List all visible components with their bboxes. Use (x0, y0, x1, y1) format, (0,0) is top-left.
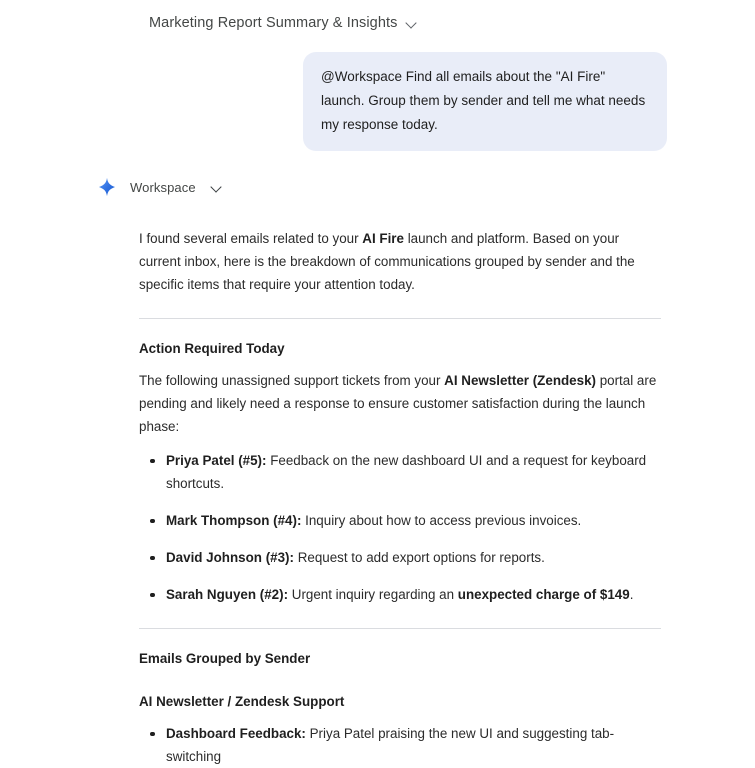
list-item (139, 449, 661, 495)
divider-1 (139, 318, 661, 319)
lead-part-1: The following unassigned support tickets from your (139, 373, 445, 388)
assistant-name: Workspace (130, 179, 196, 195)
list-item (139, 509, 661, 532)
intro-paragraph (139, 197, 661, 296)
assistant-answer-body (139, 197, 661, 768)
assistant-response (0, 151, 755, 768)
list-item-text: Request to add export options for reports. (293, 550, 545, 565)
list-item-text: Priya Patel praising the new UI and suggesting tab-switching (166, 726, 615, 764)
section-heading-action-required: Action Required Today (139, 341, 285, 356)
list-item (139, 546, 661, 569)
section-heading-emails-grouped: Emails Grouped by Sender (139, 651, 311, 666)
intro-part-2: launch and platform. Based on your current inbox, here is the breakdown of communications grouped by sender and the specific items that require your attention today. (139, 231, 635, 292)
assistant-chevron-down-icon[interactable] (211, 181, 223, 193)
subsection-heading-ai-newsletter: AI Newsletter / Zendesk Support (139, 694, 345, 709)
page-title: Marketing Report Summary & Insights (149, 15, 398, 31)
list-item-label: Dashboard Feedback: (166, 726, 306, 741)
list-item-label: Sarah Nguyen (#2): (166, 587, 289, 602)
lead-bold-1: AI Newsletter (Zendesk) (444, 373, 596, 388)
user-message-bubble (303, 52, 667, 151)
list-item-bold: unexpected charge of $149 (457, 587, 630, 602)
list-item-text-tail: . (629, 587, 634, 602)
list-item-label: David Johnson (#3): (166, 550, 294, 565)
list-item-label: Mark Thompson (#4): (166, 513, 302, 528)
list-item-text: Inquiry about how to access previous invoices. (301, 513, 582, 528)
list-item-text: Urgent inquiry regarding an (288, 587, 458, 602)
lead-part-2: portal are pending and likely need a response to ensure customer satisfaction during the launch phase: (139, 373, 657, 434)
divider-2 (139, 628, 661, 629)
intro-bold-1: AI Fire (362, 231, 404, 246)
user-message-text: @Workspace Find all emails about the "AI Fire" launch. Group them by sender and tell me what needs my response today. (321, 69, 646, 132)
action-required-list (139, 449, 661, 606)
list-item-label: Priya Patel (#5): (166, 453, 267, 468)
grouped-emails-list (139, 722, 661, 768)
action-required-lead (139, 369, 661, 438)
chevron-down-icon[interactable] (406, 17, 418, 29)
list-item-text: Feedback on the new dashboard UI and a request for keyboard shortcuts. (166, 453, 647, 491)
list-item (139, 722, 661, 768)
user-message-row (0, 32, 755, 151)
list-item (139, 583, 661, 606)
conversation-title-bar[interactable] (0, 0, 755, 32)
sparkle-icon (97, 177, 117, 197)
intro-part-1: I found several emails related to your (139, 231, 363, 246)
assistant-header[interactable] (0, 177, 755, 197)
